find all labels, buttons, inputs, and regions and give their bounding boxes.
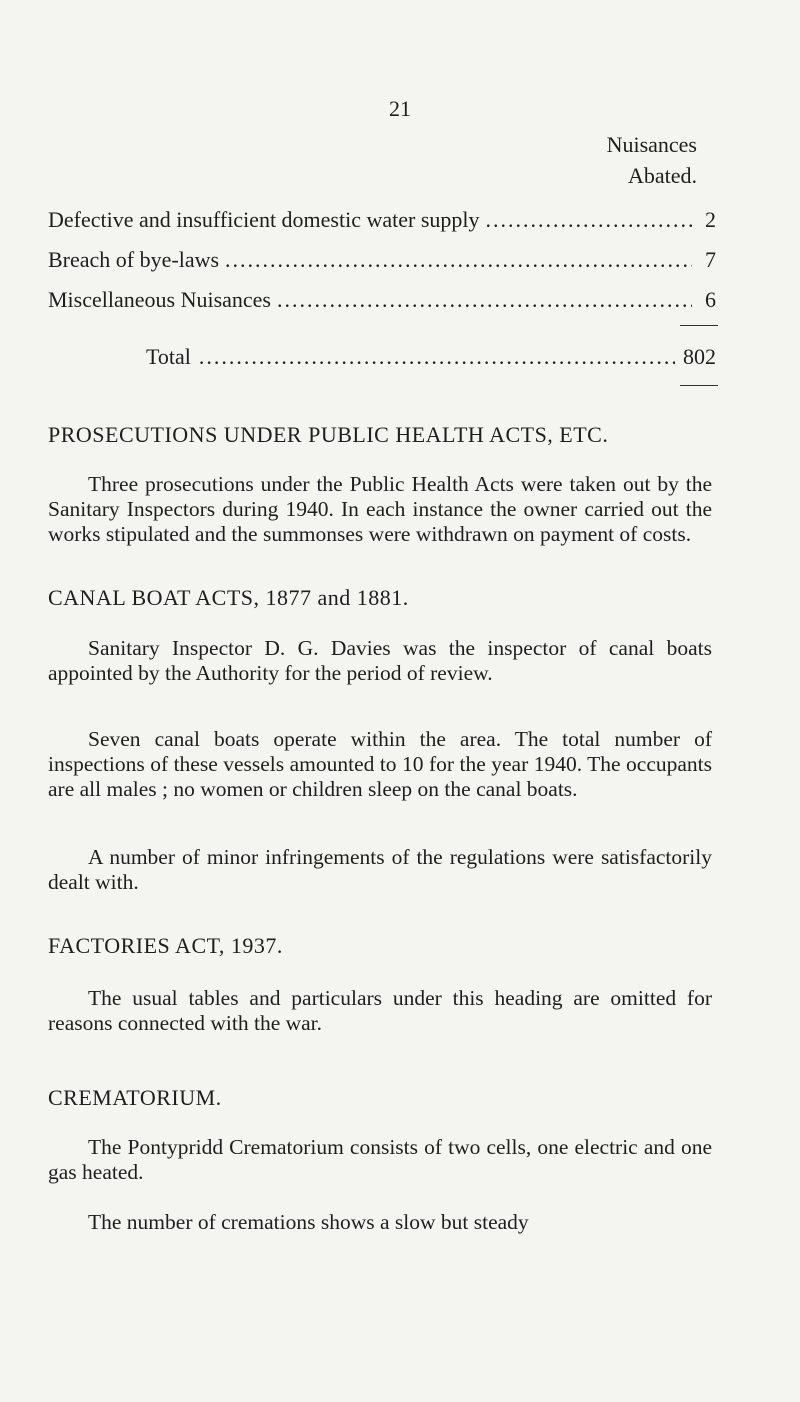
row-label: Defective and insufficient domestic water supply — [48, 207, 480, 232]
dot-leader — [225, 247, 692, 273]
canal-paragraph-1: Sanitary Inspector D. G. Davies was the inspector of canal boats appointed by the Authority for the period of review. — [48, 636, 712, 685]
factories-paragraph: The usual tables and particulars under this heading are omitted for reasons connected with the war. — [48, 986, 712, 1035]
canal-heading: CANAL BOAT ACTS, 1877 and 1881. — [48, 585, 409, 610]
row-value: 6 — [705, 287, 716, 312]
total-value: 802 — [683, 344, 716, 369]
column-heading-line1: Nuisances — [606, 132, 697, 157]
row-label: Miscellaneous Nuisances — [48, 287, 271, 312]
dot-leader — [486, 207, 692, 233]
table-row — [48, 247, 716, 273]
crematorium-heading: CREMATORIUM. — [48, 1085, 222, 1110]
page-number: 21 — [389, 96, 411, 121]
subtotal-rule — [680, 325, 718, 326]
dot-leader — [277, 287, 692, 313]
table-row — [48, 287, 716, 313]
prosecutions-heading: PROSECUTIONS UNDER PUBLIC HEALTH ACTS, ETC. — [48, 422, 609, 447]
prosecutions-paragraph: Three prosecutions under the Public Health Acts were taken out by the Sanitary Inspectors during 1940. In each instance the owner carried out the works stipulated and the summonses were withdrawn on payment of costs. — [48, 472, 712, 546]
row-value: 7 — [705, 247, 716, 272]
factories-heading: FACTORIES ACT, 1937. — [48, 933, 283, 958]
total-row — [146, 344, 716, 370]
dot-leader — [199, 344, 675, 370]
row-label: Breach of bye-laws — [48, 247, 220, 272]
canal-paragraph-2: Seven canal boats operate within the area. The total number of inspections of these vessels amounted to 10 for the year 1940. The occupants are all males ; no women or children sleep on the canal boats. — [48, 727, 712, 801]
table-row — [48, 207, 716, 233]
column-heading-line2: Abated. — [627, 163, 697, 188]
total-rule — [680, 385, 718, 386]
total-label: Total — [146, 344, 191, 369]
crematorium-paragraph-2: The number of cremations shows a slow but steady — [88, 1210, 529, 1234]
crematorium-paragraph-1: The Pontypridd Crematorium consists of two cells, one electric and one gas heated. — [48, 1135, 712, 1184]
row-value: 2 — [705, 207, 716, 232]
canal-paragraph-3: A number of minor infringements of the regulations were satisfactorily dealt with. — [48, 845, 712, 894]
